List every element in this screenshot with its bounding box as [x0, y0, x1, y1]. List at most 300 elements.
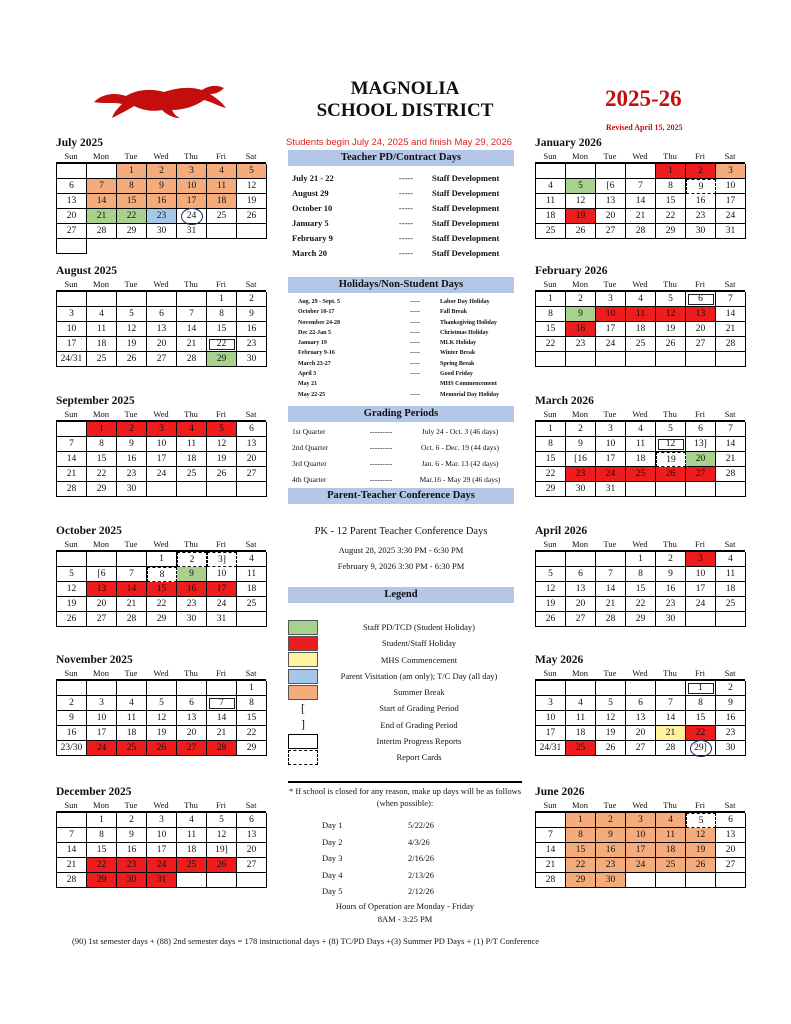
legend-label: Report Cards	[396, 752, 442, 763]
weekday-label: Thu	[663, 151, 677, 161]
day-cell	[596, 164, 626, 179]
pd-separator: -----	[398, 218, 414, 228]
day-cell: 28	[716, 467, 746, 482]
day-cell: 4	[656, 813, 686, 828]
day-cell: 30	[686, 224, 716, 239]
legend-list	[288, 619, 514, 766]
day-cell: 17	[147, 452, 177, 467]
holiday-row	[298, 390, 514, 400]
holiday-row	[298, 379, 514, 389]
weekday-label: Tue	[603, 279, 617, 289]
legend-swatch	[288, 734, 318, 749]
day-cell: 29	[147, 612, 177, 627]
grading-separator: ---------	[369, 443, 393, 452]
day-cell: 22	[87, 858, 117, 873]
day-cell: 25	[237, 597, 267, 612]
weekday-label: Wed	[153, 539, 169, 549]
grading-row	[292, 424, 514, 440]
day-cell: 22	[237, 726, 267, 741]
day-cell	[716, 352, 746, 367]
weekday-label: Thu	[663, 800, 677, 810]
day-cell: 31	[147, 873, 177, 888]
day-cell: 11	[626, 307, 656, 322]
day-cell	[656, 873, 686, 888]
weekday-label: Mon	[92, 409, 110, 419]
day-cell: 17	[686, 582, 716, 597]
day-cell	[536, 552, 566, 567]
day-cell: 27	[147, 352, 177, 367]
weekday-label: Tue	[124, 539, 138, 549]
day-cell: 11	[177, 828, 207, 843]
pd-row	[292, 231, 514, 246]
weekday-label: Sun	[64, 409, 78, 419]
day-cell: 8	[566, 828, 596, 843]
weekday-label: Wed	[632, 151, 648, 161]
weekday-label: Sun	[543, 539, 557, 549]
day-cell: 22	[87, 467, 117, 482]
weekday-label: Sat	[245, 279, 257, 289]
day-cell: 19	[536, 597, 566, 612]
calendar-grid	[535, 290, 745, 367]
day-cell: 21	[87, 209, 117, 224]
day-cell	[117, 552, 147, 567]
weekday-header	[535, 799, 745, 811]
day-cell: 8	[686, 696, 716, 711]
day-cell: 4	[177, 422, 207, 437]
holiday-desc: Memorial Day Holiday	[440, 391, 499, 398]
day-cell: 20	[596, 209, 626, 224]
day-cell: 28	[57, 482, 87, 497]
day-cell: 26	[117, 352, 147, 367]
calendar-grid	[56, 679, 266, 756]
day-cell: 6	[566, 567, 596, 582]
weekday-label: Fri	[216, 668, 226, 678]
day-cell: 27	[686, 467, 716, 482]
holiday-desc: MHS Commencement	[440, 381, 497, 388]
day-cell: 19]	[207, 843, 237, 858]
weekday-label: Sun	[543, 151, 557, 161]
weekday-label: Tue	[603, 800, 617, 810]
day-cell: 24	[596, 337, 626, 352]
weekday-label: Sun	[543, 279, 557, 289]
day-cell: 16	[686, 194, 716, 209]
day-cell	[626, 352, 656, 367]
day-cell: 5	[207, 813, 237, 828]
day-cell: 17	[177, 194, 207, 209]
day-cell: 25	[626, 467, 656, 482]
weekday-label: Wed	[153, 668, 169, 678]
day-cell: 11	[626, 437, 656, 452]
day-cell: 13	[596, 194, 626, 209]
weekday-label: Tue	[603, 668, 617, 678]
day-cell: 26	[596, 741, 626, 756]
day-cell	[87, 681, 117, 696]
weekday-header	[56, 150, 266, 162]
day-cell: 12	[686, 828, 716, 843]
day-cell: 16	[596, 843, 626, 858]
day-cell: 11	[177, 437, 207, 452]
day-cell: 5	[596, 696, 626, 711]
day-cell	[177, 681, 207, 696]
holiday-date: January 19	[298, 340, 327, 347]
legend-label: Start of Grading Period	[379, 703, 459, 714]
day-cell: 6	[237, 813, 267, 828]
day-cell	[177, 482, 207, 497]
makeup-row	[288, 850, 522, 867]
day-cell: 15	[87, 843, 117, 858]
day-cell: 23	[656, 597, 686, 612]
day-cell: 9	[117, 437, 147, 452]
weekday-label: Sat	[245, 800, 257, 810]
pd-row	[292, 216, 514, 231]
legend-row	[288, 668, 514, 684]
day-cell: 24	[147, 858, 177, 873]
day-cell: 21	[656, 726, 686, 741]
day-cell: 16	[117, 452, 147, 467]
day-cell	[57, 239, 87, 254]
day-cell: 11	[117, 711, 147, 726]
day-cell: 15	[117, 194, 147, 209]
grading-separator: ---------	[369, 475, 393, 484]
makeup-date: 2/12/26	[408, 886, 434, 896]
day-cell: 18	[117, 726, 147, 741]
day-cell: 21	[57, 858, 87, 873]
weekday-label: Thu	[184, 539, 198, 549]
day-cell: 25	[117, 741, 147, 756]
month-name: October 2025	[56, 525, 122, 537]
panther-logo-icon	[90, 80, 230, 120]
day-cell: 11	[716, 567, 746, 582]
day-cell	[566, 681, 596, 696]
legend-label: Summer Break	[393, 687, 445, 698]
day-cell: 18	[177, 452, 207, 467]
day-cell: 4	[207, 164, 237, 179]
day-cell	[656, 681, 686, 696]
grading-quarter: 1st Quarter	[292, 427, 326, 436]
day-cell	[57, 422, 87, 437]
weekday-label: Thu	[184, 800, 198, 810]
day-cell: 18	[716, 582, 746, 597]
month-name: March 2026	[535, 395, 594, 407]
day-cell: 2	[596, 813, 626, 828]
legend-swatch: ]	[301, 717, 305, 732]
holiday-desc: Thanksgiving Holiday	[440, 319, 497, 326]
day-cell: 6	[237, 422, 267, 437]
day-cell: [6	[596, 179, 626, 194]
day-cell: 27	[177, 741, 207, 756]
holiday-row	[298, 369, 514, 379]
day-cell	[237, 612, 267, 627]
day-cell: 7	[87, 179, 117, 194]
day-cell: 16	[656, 582, 686, 597]
month-december-2025	[56, 785, 266, 888]
day-cell: 30	[596, 873, 626, 888]
day-cell	[626, 681, 656, 696]
day-cell: 7	[57, 437, 87, 452]
day-cell: 6	[626, 696, 656, 711]
day-cell: 2	[57, 696, 87, 711]
day-cell: 25	[626, 337, 656, 352]
day-cell: 28	[596, 612, 626, 627]
calendar-grid	[56, 550, 266, 627]
day-cell: 19	[656, 322, 686, 337]
students-notice: Students begin July 24, 2025 and finish May 29, 2026	[285, 137, 513, 148]
day-cell: 17	[626, 843, 656, 858]
day-cell: 22	[117, 209, 147, 224]
day-cell: 19	[207, 452, 237, 467]
pd-row	[292, 186, 514, 201]
legend-row	[288, 717, 514, 733]
weekday-header	[535, 408, 745, 420]
day-cell: 12	[536, 582, 566, 597]
day-cell: 7	[626, 179, 656, 194]
holiday-row	[298, 328, 514, 338]
hours-line-2: 8AM - 3:25 PM	[377, 913, 433, 924]
grading-quarter: 3rd Quarter	[292, 459, 327, 468]
weekday-label: Wed	[153, 151, 169, 161]
grading-row	[292, 456, 514, 472]
weekday-label: Sun	[543, 409, 557, 419]
day-cell: 29]	[686, 741, 716, 756]
day-cell: 5	[536, 567, 566, 582]
day-cell: 13	[626, 711, 656, 726]
day-cell	[626, 164, 656, 179]
day-cell: 29	[626, 612, 656, 627]
day-cell: 10	[596, 307, 626, 322]
month-november-2025	[56, 653, 266, 756]
month-name: April 2026	[535, 525, 588, 537]
weekday-label: Mon	[571, 668, 589, 678]
day-cell: 10	[147, 437, 177, 452]
pd-date: August 29	[292, 188, 329, 198]
day-cell: 30	[147, 224, 177, 239]
day-cell: 29	[207, 352, 237, 367]
month-august-2025	[56, 264, 266, 367]
day-cell: 7	[57, 828, 87, 843]
weekday-header	[56, 799, 266, 811]
day-cell	[536, 681, 566, 696]
day-cell: 22	[686, 726, 716, 741]
day-cell: 15	[147, 582, 177, 597]
day-cell: 20	[87, 597, 117, 612]
day-cell	[716, 873, 746, 888]
makeup-row	[288, 867, 522, 884]
day-cell: 20	[237, 452, 267, 467]
day-cell: 5	[147, 696, 177, 711]
weekday-label: Mon	[571, 800, 589, 810]
holidays-banner: Holidays/Non-Student Days	[288, 277, 514, 293]
day-cell: 30	[237, 352, 267, 367]
day-cell: 31	[207, 612, 237, 627]
weekday-label: Sun	[64, 539, 78, 549]
day-cell	[237, 224, 267, 239]
day-cell: 28	[716, 337, 746, 352]
day-cell: 8	[237, 696, 267, 711]
teacher-pd-banner: Teacher PD/Contract Days	[288, 150, 514, 166]
day-cell	[87, 552, 117, 567]
day-cell: 10	[536, 711, 566, 726]
day-cell: 30	[117, 873, 147, 888]
day-cell: 8	[87, 828, 117, 843]
weekday-label: Thu	[663, 279, 677, 289]
makeup-note: * If school is closed for any reason, make up days will be as follows (when possible):	[288, 786, 522, 808]
weekday-label: Fri	[216, 151, 226, 161]
day-cell: 10	[207, 567, 237, 582]
pd-row	[292, 246, 514, 261]
pd-row	[292, 201, 514, 216]
day-cell: 4	[566, 696, 596, 711]
day-cell: 2	[117, 813, 147, 828]
weekday-label: Thu	[663, 668, 677, 678]
day-cell: 29	[536, 482, 566, 497]
holiday-row	[298, 318, 514, 328]
day-cell: 15	[686, 711, 716, 726]
pd-separator: -----	[398, 248, 414, 258]
day-cell: 1	[656, 164, 686, 179]
weekday-label: Wed	[632, 279, 648, 289]
grading-periods-list	[292, 424, 514, 488]
day-cell: 7	[207, 696, 237, 711]
holiday-separator: -----	[410, 319, 420, 326]
day-cell: 9	[117, 828, 147, 843]
day-cell	[237, 873, 267, 888]
day-cell: 14	[716, 437, 746, 452]
day-cell	[686, 873, 716, 888]
pd-desc: Staff Development	[432, 203, 500, 213]
day-cell: 31	[596, 482, 626, 497]
day-cell: 5	[57, 567, 87, 582]
day-cell: 24/31	[536, 741, 566, 756]
weekday-label: Fri	[695, 800, 705, 810]
day-cell: 12	[596, 711, 626, 726]
day-cell	[147, 482, 177, 497]
day-cell: 22	[536, 337, 566, 352]
legend-row	[288, 749, 514, 765]
day-cell	[57, 292, 87, 307]
district-title-line1: MAGNOLIA	[350, 78, 460, 99]
day-cell: 7	[716, 422, 746, 437]
day-cell: 4	[177, 813, 207, 828]
calendar-grid	[535, 550, 745, 627]
day-cell: 23	[566, 467, 596, 482]
day-cell	[117, 681, 147, 696]
day-cell: 29	[117, 224, 147, 239]
day-cell: 10	[596, 437, 626, 452]
day-cell: 2	[566, 422, 596, 437]
legend-label: Interim Progress Reports	[376, 736, 462, 747]
legend-banner: Legend	[288, 587, 514, 603]
day-cell: 10	[87, 711, 117, 726]
day-cell: 12	[207, 828, 237, 843]
day-cell	[686, 482, 716, 497]
day-cell: 3	[626, 813, 656, 828]
makeup-day: Day 1	[322, 820, 343, 830]
weekday-label: Mon	[571, 539, 589, 549]
day-cell	[87, 164, 117, 179]
day-cell: 9	[716, 696, 746, 711]
month-name: February 2026	[535, 265, 608, 277]
day-cell: 14	[626, 194, 656, 209]
makeup-days-list	[288, 817, 522, 900]
day-cell: 1	[686, 681, 716, 696]
month-march-2026	[535, 394, 745, 497]
pd-separator: -----	[398, 173, 414, 183]
day-cell: 26	[147, 741, 177, 756]
pd-desc: Staff Development	[432, 188, 500, 198]
weekday-label: Mon	[571, 151, 589, 161]
calendar-grid	[535, 811, 745, 888]
day-cell: 18	[207, 194, 237, 209]
makeup-row	[288, 883, 522, 900]
weekday-label: Tue	[603, 151, 617, 161]
day-cell: 19	[57, 597, 87, 612]
month-name: January 2026	[535, 137, 602, 149]
day-cell: 16	[237, 322, 267, 337]
day-cell: 13	[237, 828, 267, 843]
weekday-label: Fri	[216, 409, 226, 419]
day-cell: 27	[237, 858, 267, 873]
weekday-label: Fri	[695, 409, 705, 419]
pd-desc: Staff Development	[432, 218, 500, 228]
day-cell: 16	[566, 322, 596, 337]
day-cell: 25	[716, 597, 746, 612]
holiday-separator: -----	[410, 391, 420, 398]
grading-periods-banner: Grading Periods	[288, 406, 514, 422]
day-cell	[626, 482, 656, 497]
day-cell: 28	[177, 352, 207, 367]
day-cell: 14	[177, 322, 207, 337]
day-cell	[177, 292, 207, 307]
day-cell	[87, 292, 117, 307]
holiday-desc: Labor Day Holiday	[440, 299, 490, 305]
calendar-grid	[56, 290, 266, 367]
pd-desc: Staff Development	[432, 248, 500, 258]
day-cell: 25	[566, 741, 596, 756]
holiday-row	[298, 348, 514, 358]
day-cell: 12	[207, 437, 237, 452]
day-cell: 8	[626, 567, 656, 582]
day-cell: 21	[626, 209, 656, 224]
makeup-date: 5/22/26	[408, 820, 434, 830]
day-cell: 19	[147, 726, 177, 741]
day-cell: 17	[596, 322, 626, 337]
holiday-separator: -----	[410, 299, 420, 305]
day-cell: 4	[117, 696, 147, 711]
day-cell: 1	[117, 164, 147, 179]
day-cell: 20	[686, 322, 716, 337]
day-cell: 21	[207, 726, 237, 741]
day-cell: 18	[87, 337, 117, 352]
legend-swatch	[288, 636, 318, 651]
day-cell: 1	[536, 422, 566, 437]
day-cell	[207, 482, 237, 497]
month-name: August 2025	[56, 265, 118, 277]
day-cell: 8	[147, 567, 177, 582]
holiday-date: November 24-28	[298, 319, 341, 326]
day-cell	[686, 352, 716, 367]
day-cell	[686, 612, 716, 627]
weekday-label: Fri	[695, 151, 705, 161]
day-cell	[147, 681, 177, 696]
day-cell: 1	[87, 422, 117, 437]
ptc-date-1: August 28, 2025 3:30 PM - 6:30 PM	[338, 545, 464, 555]
day-cell: 13	[686, 307, 716, 322]
holiday-separator: -----	[410, 360, 420, 367]
day-cell: 2	[566, 292, 596, 307]
day-cell: 22	[147, 597, 177, 612]
weekday-label: Sat	[245, 151, 257, 161]
day-cell: 23	[117, 858, 147, 873]
